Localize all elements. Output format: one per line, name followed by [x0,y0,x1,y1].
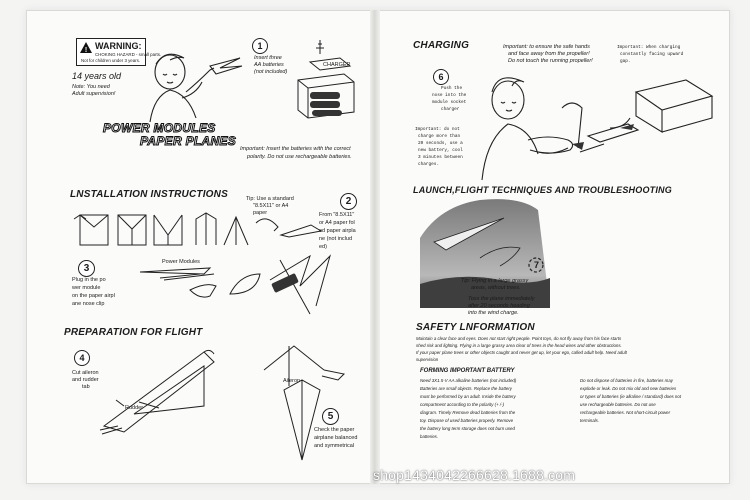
battery-title: FORMING IMPORTANT BATTERY [420,368,515,374]
brand-line-1: POWER MODULES [103,121,216,135]
step-6-badge [433,69,449,85]
shop-watermark: shop1434042266628.1688.com [373,467,576,483]
step-5-line-2: airplane balanced [314,435,358,441]
charger-with-plane-illustration [580,62,720,157]
age-heading: 14 years old [72,71,122,81]
charging-important-left-6: charges. [418,162,440,167]
battery-right-6: terminals. [580,418,600,423]
step-6-number: 6 [438,72,444,82]
charging-important-left-4: new battery, cool [418,148,463,153]
safety-line-4: supervision [416,357,439,362]
battery-left-2: Batteries are small objects. Replace the battery [420,386,513,391]
charging-important-left-2: charge more than [418,134,461,139]
launch-tip-5: into the wind charge. [468,310,519,316]
step-2-line-1: From "8.5X11" [319,212,355,218]
battery-left-6: toy. Dispose of used batteries properly. Remove [420,418,514,423]
step-2-line-4: ne (not includ [319,236,353,242]
charging-important-right-3: gap. [620,59,631,64]
charging-important-left-3: 20 seconds, use a [418,141,463,146]
safety-title: SAFETY LNFORMATION [416,322,535,333]
step-5-line-3: and symmetrical [314,443,355,449]
safety-line-2: shed risk and lighting. Flying in a large grassy area clear of trees in the head wires and other obstructions. [416,343,622,348]
battery-left-4: compartment according to the polarity (+ /-) [420,402,505,407]
step-6-line-3: module socket [432,100,467,105]
step-1-line-3: (not included) [254,69,288,75]
step-6-line-2: nose into the [432,93,467,98]
step-2-number: 2 [345,196,352,207]
svg-text:!: ! [84,47,88,54]
launch-tip-1: Tip: Flying in a large grassy [461,278,529,284]
charging-title: CHARGING [413,40,470,51]
brand-line-2: PAPER PLANES [140,134,237,148]
step-3-line-2: wer module [72,285,101,291]
charger-label: CHARGER [323,62,351,68]
installation-tip-1: Tip: Use a standard [246,196,294,202]
step-3-badge [78,260,95,277]
step-6-line-4: charger [441,107,460,112]
age-note-2: Adult supervision! [72,91,116,97]
warning-title: WARNING: [95,41,142,51]
launch-tip-2: areas, without trees. [471,285,521,291]
battery-right-5: rechargeable batteries. Not short-circuit power [580,410,671,415]
battery-left-1: Need 3X1.5-V AA alkaline batteries (not included) [420,378,517,383]
battery-left-8: batteries. [420,434,439,439]
rudder-label: Rudder [125,405,144,411]
step-4-line-3: tab [82,384,90,390]
charging-important-left-1: Important: do not [415,127,460,132]
step-3-number: 3 [83,263,90,274]
step-5-line-1: Check the paper [314,427,355,433]
step-3-line-4: ane nose clip [72,301,105,307]
charging-important-top-3: Do not touch the running propeller! [508,58,593,64]
warning-line-2: Not for children under 3 years. [81,58,141,63]
preparation-title: PREPARATION FOR FLIGHT [64,327,203,338]
charging-important-right-1: Important: When charging [617,45,681,50]
step-1-badge [252,38,268,54]
step-1-important-1: Important: Insert the batteries with the correct [240,146,351,152]
step-1-line-1: Insert three [254,55,282,61]
installation-title: LNSTALLATION INSTRUCTIONS [70,189,228,200]
battery-left-3: must be performed by an adult. Inside the battery [420,394,516,399]
child-charging-plane-illustration [468,60,598,180]
step-2-badge [340,193,357,210]
boy-throwing-plane-illustration [130,42,250,122]
installation-tip-2: "8.5X11" or A4 [253,203,289,209]
aileron-label: Aileron [283,378,301,384]
step-1-line-2: AA batteries [254,62,284,68]
safety-line-1: Maintain a clear face and eyes. Does not start right people. Point toys, do not fly away from his face starts [416,336,622,341]
age-note-1: Note: You need [72,84,110,90]
step-4-number: 4 [79,353,85,363]
step-7-ring [528,257,544,273]
warning-triangle-icon [80,42,92,53]
plug-in-module-illustration [130,250,360,320]
battery-charger-illustration [290,40,380,120]
warning-line-1: CHOKING HAZARD - small parts. [95,52,162,57]
step-5-number: 5 [327,411,334,422]
step-2-line-3: ed paper airpla [319,228,356,234]
step-7-number: 7 [533,260,539,270]
safety-line-3: If your paper plane trees or other objects caught and never get up, let your ego, called adult help. Need adult [416,350,627,355]
launch-tip-3: Toss the plane immediately [468,296,535,302]
battery-left-5: diagram. Timely Remove dead batteries from the [420,410,516,415]
step-4-line-2: and rudder [72,377,99,383]
battery-right-1: Do not dispose of batteries in fire, batteries may [580,378,673,383]
step-1-number: 1 [257,41,263,51]
step-1-important-2: polarity. Do not use rechargeable batteries. [247,154,352,160]
paper-folding-steps-illustration [66,205,326,250]
launch-tip-4: after 20 seconds heading [468,303,530,309]
launch-title: LAUNCH,FLIGHT TECHNIQUES AND TROUBLESHOOTING [413,185,672,195]
installation-tip-3: paper [253,210,268,216]
charging-important-right-2: constantly facing upward [620,52,684,57]
battery-left-7: the battery long term storage does not burn used [420,426,515,431]
step-3-line-1: Plug in the po [72,277,106,283]
power-modules-label: Power Modules [162,259,200,265]
charging-important-top-1: Important: to ensure the safe hands [503,44,590,50]
step-6-line-1: Push the [441,86,463,91]
step-2-line-2: or A4 paper fol [319,220,355,226]
battery-right-4: use rechargeable batteries. Do not use [580,402,656,407]
charging-important-top-2: and face away from the propeller! [508,51,590,57]
battery-right-3: or types of batteries (ie alkaline / standard) does not [580,394,682,399]
battery-right-2: explode or leak. Do not mix old and new batteries [580,386,677,391]
aileron-rudder-plane-illustration [64,330,364,470]
step-2-line-5: ed) [319,244,327,250]
charging-important-left-5: 3 minutes between [418,155,463,160]
step-3-line-3: on the paper airpl [72,293,115,299]
step-4-line-1: Cut aileron [72,370,99,376]
